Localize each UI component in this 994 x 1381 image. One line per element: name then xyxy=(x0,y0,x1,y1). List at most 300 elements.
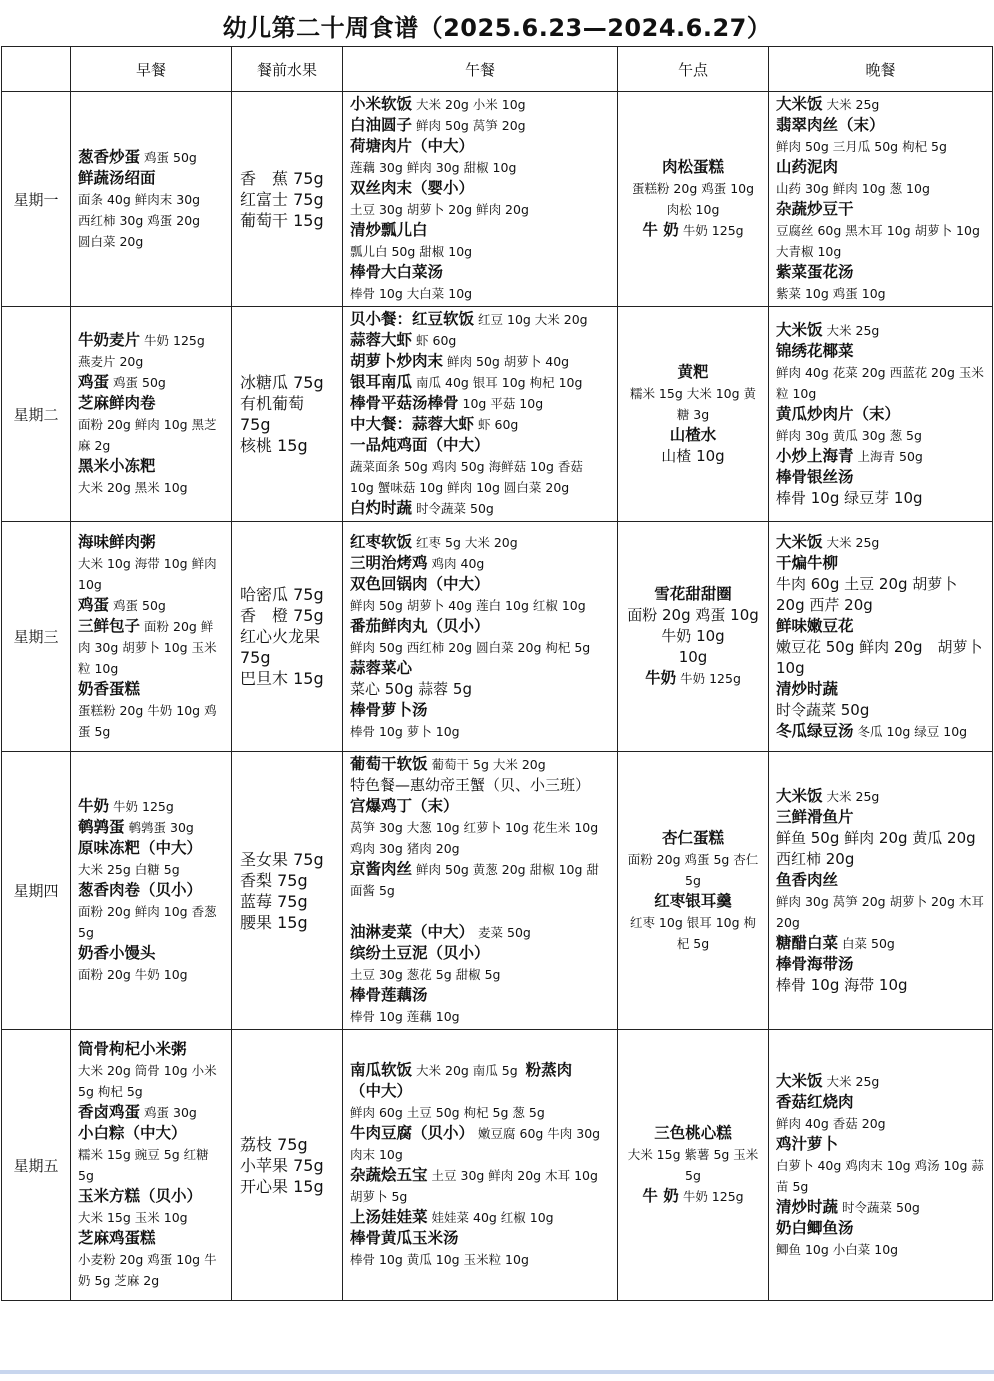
dish-name: 棒骨莲藕汤 xyxy=(350,986,428,1004)
fruit-item: 75g xyxy=(240,415,271,434)
dinner-cell xyxy=(769,752,993,1030)
dish-name: 奶白鲫鱼汤 xyxy=(776,1218,854,1237)
dish-line xyxy=(350,94,610,115)
dish-line xyxy=(350,498,610,519)
fruit-item: 红富士 75g xyxy=(240,189,324,209)
snack-cell xyxy=(618,522,769,752)
dish-name: 鸡蛋 xyxy=(78,373,110,391)
dish-line xyxy=(350,220,610,241)
ingredient-line: 鲜肉 50g 西红柿 20g 圆白菜 20g 枸杞 5g xyxy=(350,639,591,655)
dish-line xyxy=(350,1081,610,1102)
fruit-item: 葡萄干 15g xyxy=(240,210,324,230)
dish-line xyxy=(776,807,985,828)
snack-cell xyxy=(618,1030,769,1301)
dish-line xyxy=(350,1060,610,1081)
dish-line xyxy=(776,532,985,553)
day-row xyxy=(2,92,993,307)
dish-name: 一品炖鸡面（中大） xyxy=(350,436,490,454)
ingredient-text: 鲜肉 50g 莴笋 20g xyxy=(416,118,526,133)
fruit-cell xyxy=(232,92,343,307)
dish-line xyxy=(776,721,985,742)
lunch-cell xyxy=(343,1030,618,1301)
dish-line xyxy=(78,796,224,817)
ingredient-line: 紫菜 10g 鸡蛋 10g xyxy=(776,286,886,301)
dish-line xyxy=(350,553,610,574)
dish-name: 京酱肉丝 xyxy=(350,860,413,878)
ingredient-text: 大米 20g 南瓜 5g xyxy=(416,1063,518,1078)
ingredient-line: 西红柿 30g 鸡蛋 20g xyxy=(78,212,201,228)
header-fruit: 餐前水果 xyxy=(232,47,343,92)
dish-line xyxy=(78,168,224,189)
ingredient-line: 蛋糕粉 20g 鸡蛋 10g xyxy=(631,181,755,196)
dish-name: 棒骨大白菜汤 xyxy=(350,263,444,281)
dish-name: 大米饭 xyxy=(776,320,823,339)
dish-name: 干煸牛柳 xyxy=(776,553,839,572)
dish-name: 三鲜滑鱼片 xyxy=(776,807,854,826)
ingredient-line: 大米 15g 紫薯 5g 玉米 5g xyxy=(627,1147,759,1183)
dish-name: 海味鲜肉粥 xyxy=(78,532,156,551)
dish-line xyxy=(78,372,224,393)
fruit-item: 蓝莓 75g xyxy=(240,891,308,911)
ingredient-line: 鲜肉 30g 黄瓜 30g 葱 5g xyxy=(776,427,922,443)
dish-line xyxy=(350,985,610,1006)
dish-line xyxy=(776,616,985,637)
ingredient-line: 白萝卜 40g 鸡肉末 10g 鸡汤 10g 蒜苗 5g xyxy=(776,1157,984,1194)
ingredient-text: 牛奶 125g xyxy=(144,333,205,348)
dish-name: 蒜蓉菜心 xyxy=(350,658,413,677)
dish-line xyxy=(350,351,610,372)
dish-name: 锦绣花椰菜 xyxy=(776,341,854,360)
dish-name: 粉蒸肉 xyxy=(525,1061,573,1079)
ingredient-line: 山药 30g 鲜肉 10g 葱 10g xyxy=(776,181,930,196)
dish-line xyxy=(78,817,224,838)
ingredient-text: 大米 25g xyxy=(826,97,880,112)
snack-cell xyxy=(618,92,769,307)
ingredient-text: 大米 25g xyxy=(826,788,880,804)
dish-name: 红枣银耳羹 xyxy=(654,891,732,910)
dish-line xyxy=(776,553,985,574)
breakfast-cell xyxy=(71,1030,232,1301)
ingredient-line: 面粉 20g 鲜肉 10g 黑芝麻 2g xyxy=(78,417,217,453)
snack-cell xyxy=(618,307,769,522)
dish-line xyxy=(776,446,985,467)
ingredient-text: 麦菜 50g xyxy=(478,925,531,940)
dish-line xyxy=(776,157,985,178)
dish-line xyxy=(776,679,985,700)
ingredient-line: 小麦粉 20g 鸡蛋 10g 牛奶 5g 芝麻 2g xyxy=(78,1252,217,1288)
dish-name: 香卤鸡蛋 xyxy=(78,1103,141,1121)
dish-name: 白灼时蔬 xyxy=(350,499,413,517)
day-label: 星期二 xyxy=(2,307,71,522)
fruit-item: 75g xyxy=(240,648,271,667)
ingredient-line: 大米 20g 黑米 10g xyxy=(78,480,188,495)
dish-line xyxy=(776,1092,985,1113)
ingredient-line: 棒骨 10g 海带 10g xyxy=(776,975,908,994)
dish-line xyxy=(625,157,761,178)
dish-line xyxy=(350,796,610,817)
dish-name: 清炒时蔬 xyxy=(776,1197,839,1216)
dish-name: 黄粑 xyxy=(677,362,709,381)
ingredient-text: 时令蔬菜 50g xyxy=(842,1199,920,1215)
ingredient-text: 鸡蛋 30g xyxy=(144,1105,197,1120)
dish-line xyxy=(776,1197,985,1218)
ingredient-line: 鲜肉 60g 土豆 50g 枸杞 5g 葱 5g xyxy=(350,1105,545,1120)
dish-line xyxy=(350,658,610,679)
dish-name: 香菇红烧肉 xyxy=(776,1092,854,1111)
ingredient-line: 大米 20g 筒骨 10g 小米 5g 枸杞 5g xyxy=(78,1063,217,1099)
dish-line xyxy=(350,1207,610,1228)
ingredient-line: 鲜鱼 50g 鲜肉 20g 黄瓜 20g 西红柿 20g xyxy=(776,828,976,868)
dish-name: 奶香蛋糕 xyxy=(78,679,141,698)
ingredient-text: 牛奶 125g xyxy=(680,671,741,686)
ingredient-line: 鲜肉 50g 胡萝卜 40g 莲白 10g 红椒 10g xyxy=(350,597,586,613)
ingredient-text: 上海青 50g xyxy=(857,448,923,464)
dish-line xyxy=(350,922,610,943)
dish-name: 棒骨萝卜汤 xyxy=(350,700,428,719)
dish-name: 小白粽（中大） xyxy=(78,1124,187,1142)
dish-name: 鲜味嫩豆花 xyxy=(776,616,854,635)
dish-name: 贝小餐：红豆软饭 xyxy=(350,310,475,328)
ingredient-line: 大米 15g 玉米 10g xyxy=(78,1210,188,1225)
dish-name: 三鲜包子 xyxy=(78,616,141,635)
dish-name: 奶香小馒头 xyxy=(78,944,156,962)
dish-line xyxy=(625,425,761,446)
dish-line xyxy=(78,330,224,351)
header-breakfast: 早餐 xyxy=(71,47,232,92)
dish-line xyxy=(776,954,985,975)
dish-line xyxy=(78,456,224,477)
dish-name: 牛肉豆腐（贝小） xyxy=(350,1124,475,1142)
ingredient-line: 牛奶 10g xyxy=(661,627,725,645)
ingredient-line: 大米 10g 海带 10g 鲜肉 10g xyxy=(78,555,217,592)
fruit-item: 香 蕉 75g xyxy=(240,168,324,188)
ingredient-text: 鲜肉 50g 胡萝卜 40g xyxy=(447,354,570,369)
ingredient-line: 圆白菜 20g xyxy=(78,233,144,249)
breakfast-cell xyxy=(71,522,232,752)
fruit-item: 香梨 75g xyxy=(240,870,308,890)
dish-line xyxy=(350,178,610,199)
day-label: 星期四 xyxy=(2,752,71,1030)
ingredient-line: 鲜肉 30g 莴笋 20g 胡萝卜 20g 木耳 20g xyxy=(776,893,984,930)
dish-name: 银耳南瓜 xyxy=(350,373,413,391)
dish-line xyxy=(625,668,761,689)
ingredient-text: 鸡蛋 50g xyxy=(113,597,166,613)
menu-table xyxy=(1,46,993,1301)
dish-name: 芝麻鸡蛋糕 xyxy=(78,1229,156,1247)
fruit-cell xyxy=(232,522,343,752)
dish-name: 芝麻鲜肉卷 xyxy=(78,394,156,412)
dish-line xyxy=(350,115,610,136)
dish-line xyxy=(625,1186,761,1207)
dish-name: 雪花甜甜圈 xyxy=(654,585,732,603)
ingredient-line: 时令蔬菜 50g xyxy=(776,700,870,719)
dish-line xyxy=(625,362,761,383)
day-row xyxy=(2,307,993,522)
ingredient-line: 10g xyxy=(678,648,708,666)
ingredient-line: 棒骨 10g 绿豆芽 10g xyxy=(776,488,923,507)
header-dinner: 晚餐 xyxy=(769,47,993,92)
day-row xyxy=(2,752,993,1030)
header-snack: 午点 xyxy=(618,47,769,92)
ingredient-text: 嫩豆腐 60g 牛肉 30g 肉末 10g xyxy=(350,1126,601,1162)
dish-name: 中大餐：蒜蓉大虾 xyxy=(350,415,475,433)
ingredient-line: 棒骨 10g 黄瓜 10g 玉米粒 10g xyxy=(350,1252,529,1267)
ingredient-line: 鲜肉 40g 香菇 20g xyxy=(776,1115,886,1131)
ingredient-line: 肉松 10g xyxy=(666,202,720,217)
fruit-item: 香 橙 75g xyxy=(240,606,324,625)
ingredient-line: 鲫鱼 10g 小白菜 10g xyxy=(776,1241,899,1257)
ingredient-text: 大米 25g xyxy=(826,1073,880,1089)
day-label: 星期一 xyxy=(2,92,71,307)
ingredient-text: 大米 25g xyxy=(826,534,880,550)
dish-name: 山楂水 xyxy=(669,425,717,444)
spacer xyxy=(350,901,610,922)
ingredient-text: 牛奶 125g xyxy=(682,1189,744,1204)
dish-line xyxy=(776,933,985,954)
ingredient-line: 蛋糕粉 20g 牛奶 10g 鸡蛋 5g xyxy=(78,702,217,739)
dish-name: 肉松蛋糕 xyxy=(661,158,724,176)
ingredient-line: 棒骨 10g 萝卜 10g xyxy=(350,723,460,739)
lunch-cell xyxy=(343,522,618,752)
ingredient-text: 南瓜 40g 银耳 10g 枸杞 10g xyxy=(416,375,583,390)
ingredient-text: 红枣 5g 大米 20g xyxy=(416,534,518,550)
dish-name: 鸡汁萝卜 xyxy=(776,1134,839,1153)
dish-name: 上汤娃娃菜 xyxy=(350,1208,428,1226)
ingredient-line: 土豆 30g 胡萝卜 20g 鲜肉 20g xyxy=(350,202,529,217)
fruit-item: 核桃 15g xyxy=(240,436,308,455)
ingredient-line: 山楂 10g xyxy=(661,446,725,465)
ingredient-text: 红豆 10g 大米 20g xyxy=(478,312,588,327)
dish-name: 杏仁蛋糕 xyxy=(661,828,724,847)
dish-name: 鲜蔬汤绍面 xyxy=(78,168,156,187)
dish-name: 牛奶 xyxy=(645,669,677,687)
dish-name: 小米软饭 xyxy=(350,95,413,113)
dish-name: 双丝肉末（婴小） xyxy=(350,179,475,197)
ingredient-line: 面粉 20g 鸡蛋 5g 杏仁 5g xyxy=(627,851,759,888)
fruit-item: 荔枝 75g xyxy=(240,1134,308,1154)
dish-name: 葡萄干软饭 xyxy=(350,755,428,773)
dish-name: （中大） xyxy=(350,1082,413,1100)
ingredient-line: 面条 40g 鲜肉末 30g xyxy=(78,191,201,207)
ingredient-line: 土豆 30g 葱花 5g 甜椒 5g xyxy=(350,967,501,982)
dish-name: 原味冻粑（中大） xyxy=(78,839,203,857)
dish-name: 糖醋白菜 xyxy=(776,933,839,952)
day-row xyxy=(2,522,993,752)
dish-line xyxy=(625,1123,761,1144)
ingredient-text: 鲜肉 50g 黄葱 20g 甜椒 10g 甜面酱 5g xyxy=(350,862,599,898)
dish-line xyxy=(776,341,985,362)
dish-name: 大米饭 xyxy=(776,95,823,113)
dish-name: 缤纷土豆泥（贝小） xyxy=(350,944,490,962)
dish-name: 白油圆子 xyxy=(350,116,413,134)
dish-line xyxy=(78,1228,224,1249)
dish-name: 葱香炒蛋 xyxy=(78,147,141,166)
dish-name: 黄瓜炒肉片（末） xyxy=(776,404,901,423)
ingredient-line: 燕麦片 20g xyxy=(78,354,144,369)
ingredient-line: 糯米 15g 豌豆 5g 红糖 5g xyxy=(78,1147,209,1183)
dish-line xyxy=(776,1071,985,1092)
ingredient-text: 牛奶 125g xyxy=(113,799,174,814)
ingredient-text: 鸡蛋 50g xyxy=(144,149,197,165)
ingredient-line: 特色餐—惠幼帝王蟹（贝、小三班） xyxy=(350,776,591,794)
dish-line xyxy=(350,859,610,901)
header-corner xyxy=(2,47,71,92)
dish-name: 番茄鲜肉丸（贝小） xyxy=(350,616,490,635)
dish-name: 鸡蛋 xyxy=(78,595,110,614)
dish-line xyxy=(776,786,985,807)
ingredient-line: 瓢儿白 50g 甜椒 10g xyxy=(350,244,473,259)
dish-line xyxy=(350,1228,610,1249)
fruit-item: 小苹果 75g xyxy=(240,1155,324,1175)
dish-line xyxy=(625,220,761,241)
dish-name: 杂蔬炒豆干 xyxy=(776,200,854,218)
dish-line xyxy=(78,1123,224,1144)
ingredient-line: 红枣 10g 银耳 10g 枸杞 5g xyxy=(629,914,757,951)
dish-line xyxy=(776,870,985,891)
ingredient-text: 鸡蛋 50g xyxy=(113,375,166,390)
ingredient-text: 白菜 50g xyxy=(842,935,895,951)
dish-name: 宫爆鸡丁（末） xyxy=(350,797,459,815)
header-lunch: 午餐 xyxy=(343,47,618,92)
dish-line xyxy=(350,435,610,456)
ingredient-line: 大米 25g 白糖 5g xyxy=(78,862,180,877)
fruit-cell xyxy=(232,752,343,1030)
dish-line xyxy=(350,1123,610,1165)
ingredient-line: 棒骨 10g 莲藕 10g xyxy=(350,1009,460,1024)
dish-name: 清炒时蔬 xyxy=(776,679,839,698)
dish-name: 油淋麦菜（中大） xyxy=(350,923,475,941)
dish-name: 紫菜蛋花汤 xyxy=(776,263,854,281)
dish-line xyxy=(625,891,761,912)
dish-name: 荷塘肉片（中大） xyxy=(350,137,475,155)
day-row xyxy=(2,1030,993,1301)
dish-line xyxy=(78,1186,224,1207)
breakfast-cell xyxy=(71,307,232,522)
ingredient-line: 嫩豆花 50g 鲜肉 20g 胡萝卜 10g xyxy=(776,637,983,677)
fruit-item: 腰果 15g xyxy=(240,912,308,932)
ingredient-text: 虾 60g xyxy=(478,417,519,432)
dish-line xyxy=(350,574,610,595)
fruit-item: 哈密瓜 75g xyxy=(240,585,324,604)
breakfast-cell xyxy=(71,92,232,307)
dish-line xyxy=(776,1134,985,1155)
dish-line xyxy=(350,393,610,414)
dish-name: 鹌鹑蛋 xyxy=(78,818,125,836)
dish-line xyxy=(78,943,224,964)
dish-line xyxy=(78,838,224,859)
dish-line xyxy=(625,828,761,849)
ingredient-line: 鲜肉 50g 三月瓜 50g 枸杞 5g xyxy=(776,139,947,154)
ingredient-line: 牛肉 60g 土豆 20g 胡萝卜 20g 西芹 20g xyxy=(776,574,958,614)
dish-line xyxy=(350,754,610,775)
dish-line xyxy=(350,262,610,283)
dish-line xyxy=(350,943,610,964)
ingredient-text: 牛奶 125g xyxy=(682,223,744,238)
dish-line xyxy=(78,1039,224,1060)
fruit-item: 有机葡萄 xyxy=(240,394,305,413)
page-bottom-rule xyxy=(0,1370,994,1374)
dish-line xyxy=(78,595,224,616)
header-row xyxy=(2,47,993,92)
fruit-item: 开心果 15g xyxy=(240,1176,324,1196)
dish-line xyxy=(776,467,985,488)
dish-name: 棒骨银丝汤 xyxy=(776,467,854,486)
dish-line xyxy=(625,584,761,605)
dish-name: 黑米小冻粑 xyxy=(78,457,156,475)
dish-line xyxy=(776,199,985,220)
dish-name: 鱼香肉丝 xyxy=(776,870,839,889)
ingredient-text: 葡萄干 5g 大米 20g xyxy=(431,757,546,772)
dish-line xyxy=(78,393,224,414)
dish-line xyxy=(350,616,610,637)
dish-line xyxy=(350,700,610,721)
ingredient-text: 面粉 20g 鲜肉 30g 胡萝卜 10g 玉米粒 10g xyxy=(78,618,217,676)
dish-name: 三明治烤鸡 xyxy=(350,553,428,572)
ingredient-text: 冬瓜 10g 绿豆 10g xyxy=(857,723,968,739)
dish-line xyxy=(78,1102,224,1123)
lunch-cell xyxy=(343,92,618,307)
fruit-item: 巴旦木 15g xyxy=(240,669,324,688)
ingredient-text: 土豆 30g 鲜肉 20g 木耳 10g 胡萝卜 5g xyxy=(350,1168,598,1204)
dinner-cell xyxy=(769,307,993,522)
dish-line xyxy=(776,404,985,425)
ingredient-line: 豆腐丝 60g 黑木耳 10g 胡萝卜 10g 大青椒 10g xyxy=(776,223,980,259)
dish-name: 杂蔬烩五宝 xyxy=(350,1166,428,1184)
ingredient-text: 10g 平菇 10g xyxy=(462,396,544,411)
dish-line xyxy=(776,94,985,115)
dish-name: 大米饭 xyxy=(776,1071,823,1090)
dish-line xyxy=(350,330,610,351)
dish-line xyxy=(350,1165,610,1207)
ingredient-line: 蔬菜面条 50g 鸡肉 50g 海鲜菇 10g 香菇 10g 蟹味菇 10g 鲜肉 10g 圆白菜 20g xyxy=(350,459,583,495)
dish-name: 棒骨黄瓜玉米汤 xyxy=(350,1229,459,1247)
dinner-cell xyxy=(769,92,993,307)
dish-line xyxy=(78,679,224,700)
ingredient-line: 棒骨 10g 大白菜 10g xyxy=(350,286,473,301)
dish-name: 玉米方糕（贝小） xyxy=(78,1187,203,1205)
ingredient-text: 鸡肉 40g xyxy=(431,555,485,571)
snack-cell xyxy=(618,752,769,1030)
dish-line xyxy=(350,414,610,435)
dish-name: 双色回锅肉（中大） xyxy=(350,574,490,593)
ingredient-text: 大米 25g xyxy=(826,322,880,338)
dish-name: 牛 奶 xyxy=(642,221,679,239)
dish-name: 南瓜软饭 xyxy=(350,1061,413,1079)
dish-line xyxy=(350,372,610,393)
lunch-cell xyxy=(343,752,618,1030)
dish-name: 胡萝卜炒肉末 xyxy=(350,352,444,370)
dish-line xyxy=(78,147,224,168)
dish-name: 大米饭 xyxy=(776,532,823,551)
ingredient-text: 时令蔬菜 50g xyxy=(416,501,494,516)
ingredient-text: 虾 60g xyxy=(416,333,457,348)
dish-name: 翡翠肉丝（末） xyxy=(776,116,885,134)
ingredient-line: 面粉 20g 鲜肉 10g 香葱 5g xyxy=(78,904,217,940)
dish-name: 小炒上海青 xyxy=(776,446,854,465)
dish-name: 葱香肉卷（贝小） xyxy=(78,881,203,899)
dish-name: 三色桃心糕 xyxy=(654,1124,732,1142)
fruit-item: 红心火龙果 xyxy=(240,627,321,646)
ingredient-line: 面粉 20g 鸡蛋 10g xyxy=(627,606,759,624)
dish-name: 蒜蓉大虾 xyxy=(350,331,413,349)
page-title: 幼儿第二十周食谱（2025.6.23—2024.6.27） xyxy=(222,14,772,42)
dish-line xyxy=(776,320,985,341)
dish-name: 山药泥肉 xyxy=(776,158,839,176)
fruit-cell xyxy=(232,1030,343,1301)
ingredient-text: 大米 20g 小米 10g xyxy=(416,97,526,112)
ingredient-line: 菜心 50g 蒜蓉 5g xyxy=(350,679,472,698)
dinner-cell xyxy=(769,522,993,752)
